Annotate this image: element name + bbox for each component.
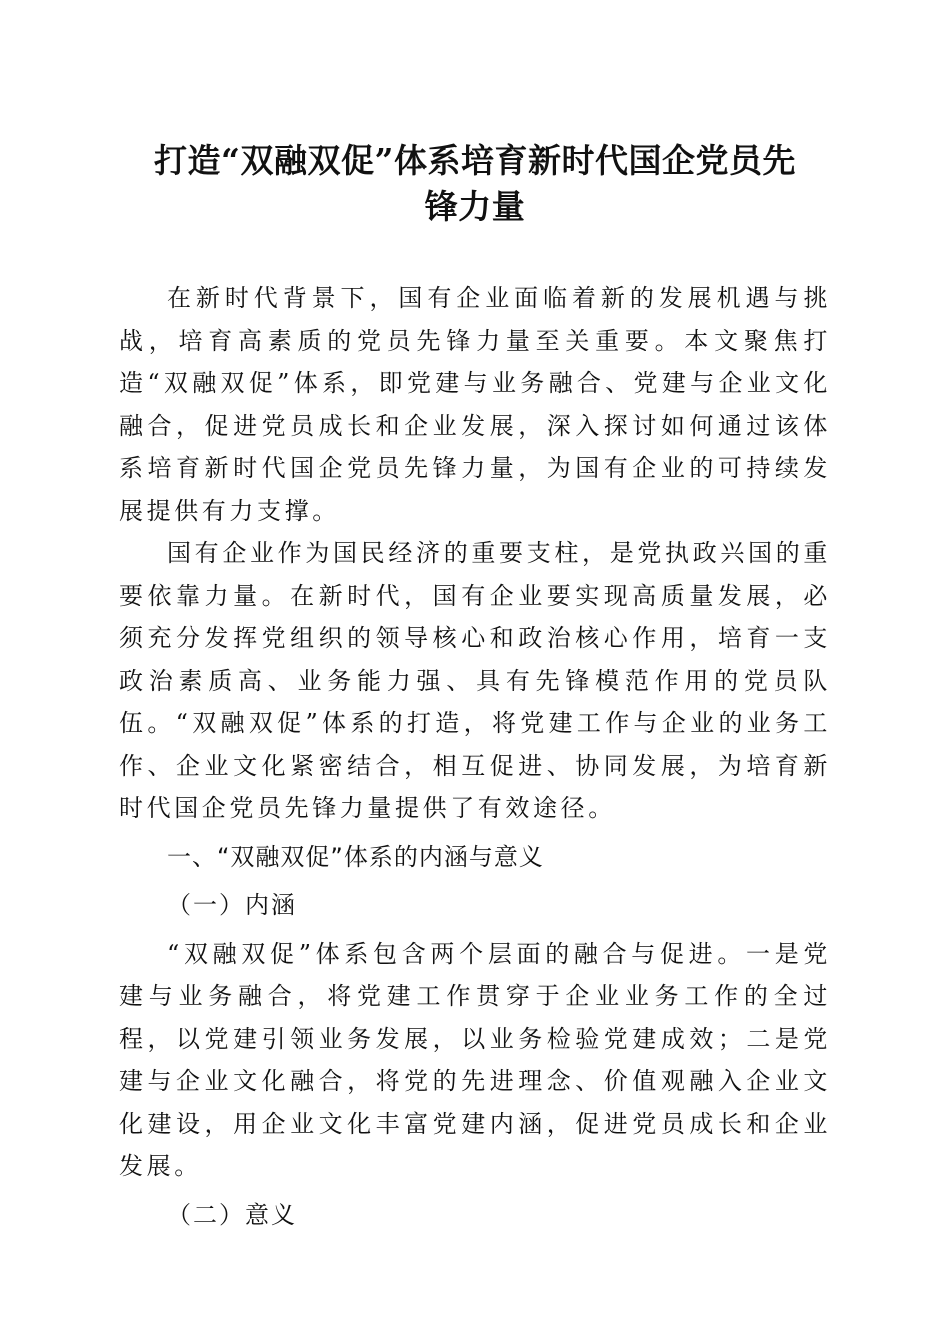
document-body [119,277,831,1236]
document-title [100,138,850,230]
intro-paragraph: 在新时代背景下，国有企业面临着新的发展机遇与挑战，培育高素质的党员先锋力量至关重要。本文聚焦打造“双融双促”体系，即党建与业务融合、党建与企业文化融合，促进党员成长和企业发展，深入探讨如何通过该体系培育新时代国企党员先锋力量，为国有企业的可持续发展提供有力支撑。 [119,284,831,525]
connotation-paragraph: “双融双促”体系包含两个层面的融合与促进。一是党建与业务融合，将党建工作贯穿于企业业务工作的全过程，以党建引领业务发展，以业务检验党建成效；二是党建与企业文化融合，将党的先进理念、价值观融入企业文化建设，用企业文化丰富党建内涵，促进党员成长和企业发展。 [119,939,831,1180]
title-line-2: 锋力量 [424,187,526,226]
background-paragraph: 国有企业作为国民经济的重要支柱，是党执政兴国的重要依靠力量。在新时代，国有企业要实现高质量发展，必须充分发挥党组织的领导核心和政治核心作用，培育一支政治素质高、业务能力强、具有先锋模范作用的党员队伍。“双融双促”体系的打造，将党建工作与企业的业务工作、企业文化紧密结合，相互促进、协同发展，为培育新时代国企党员先锋力量提供了有效途径。 [119,539,831,822]
title-line-1: 打造“双融双促”体系培育新时代国企党员先 [154,141,796,180]
section-heading-1: 一、“双融双促”体系的内涵与意义 [167,842,544,871]
subsection-heading-1: （一）内涵 [167,891,297,919]
subsection-heading-2: （二）意义 [167,1200,297,1229]
